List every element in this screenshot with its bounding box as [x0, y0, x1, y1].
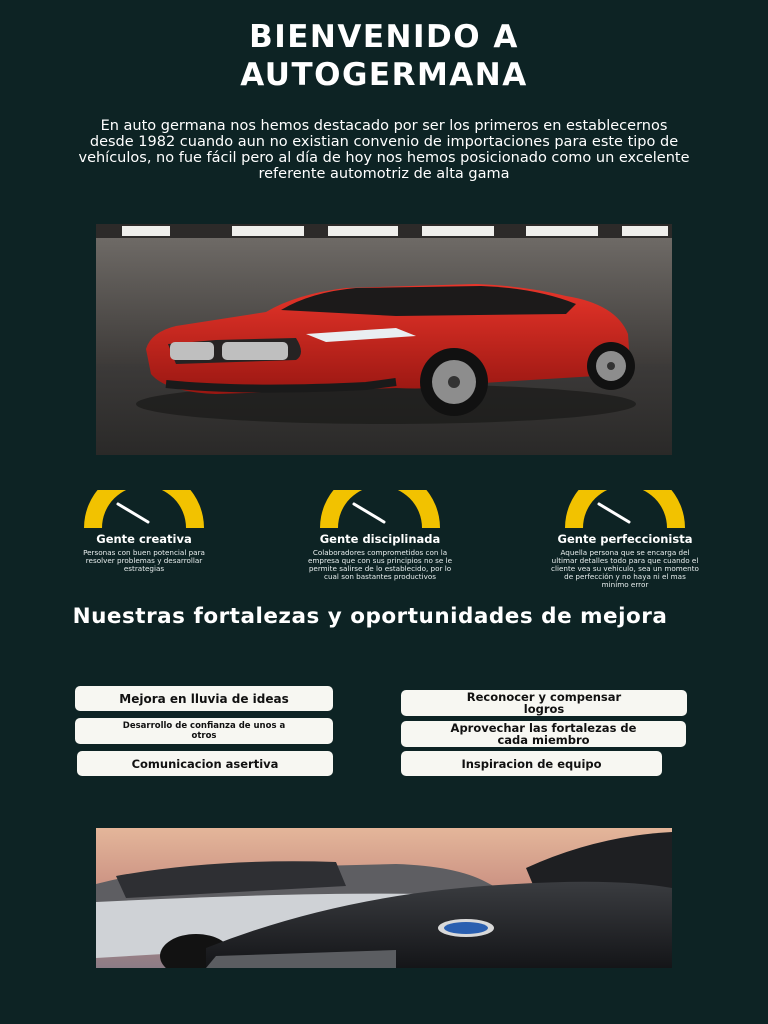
gauge-description: Aquella persona que se encarga del ultimar detalles todo para que cuando el cliente vea su vehiculo, sea un momento de perfección y no haya ni el mas minimo error — [551, 548, 699, 589]
strength-item: Mejora en lluvia de ideas — [75, 686, 333, 711]
gauge-card-creativa — [54, 490, 234, 573]
page-title — [0, 18, 768, 94]
hero-car-image — [96, 224, 672, 455]
title-line-2: AUTOGERMANA — [240, 57, 528, 93]
gauge-icon — [74, 490, 214, 530]
intro-paragraph: En auto germana nos hemos destacado por ser los primeros en establecernos desde 1982 cuando aun no existian convenio de importaciones para este tipo de vehículos, no fue fácil pero al día de hoy nos hemos posicionado como un excelente referente automotriz de alta gama — [78, 118, 690, 182]
gauge-icon — [555, 490, 695, 530]
opportunity-item: Inspiracion de equipo — [401, 751, 662, 776]
gauge-card-perfeccionista — [535, 490, 715, 589]
opportunity-item: Reconocer y compensar logros — [401, 690, 687, 716]
opportunity-item: Aprovechar las fortalezas de cada miembro — [401, 721, 686, 747]
strength-item: Comunicacion asertiva — [77, 751, 333, 776]
gauge-title: Gente disciplinada — [319, 532, 441, 546]
gauge-card-disciplinada — [290, 490, 470, 581]
bottom-cars-image — [96, 828, 672, 968]
gauge-title: Gente perfeccionista — [557, 532, 693, 546]
gauge-description: Colaboradores comprometidos con la empresa que con sus principios no se le permite salirse de lo establecido, por lo cual son bastantes productivos — [307, 548, 453, 581]
gauge-description: Personas con buen potencial para resolver problemas y desarrollar estrategias — [83, 548, 205, 573]
gauge-icon — [310, 490, 450, 530]
section-title: Nuestras fortalezas y oportunidades de mejora — [72, 604, 668, 629]
gauge-title: Gente creativa — [96, 532, 192, 546]
strength-item: Desarrollo de confianza de unos a otros — [75, 718, 333, 744]
title-line-1: BIENVENIDO A — [249, 19, 519, 55]
